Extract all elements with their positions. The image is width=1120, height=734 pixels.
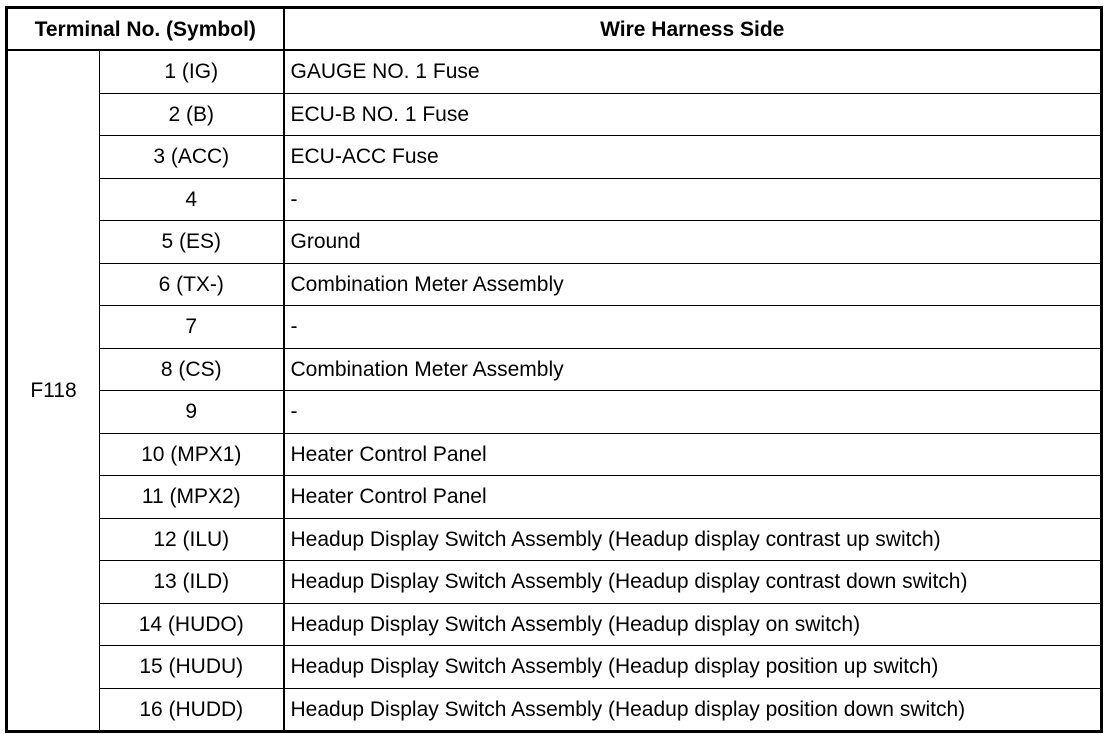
terminal-cell: 8 (CS) [100, 348, 284, 391]
wire-cell: Headup Display Switch Assembly (Headup display position up switch) [284, 646, 1102, 689]
table-row [7, 561, 1102, 604]
terminal-cell: 6 (TX-) [100, 263, 284, 306]
wire-cell: Headup Display Switch Assembly (Headup display contrast down switch) [284, 561, 1102, 604]
table-row [7, 221, 1102, 264]
wire-cell: - [284, 178, 1102, 221]
table-row [7, 136, 1102, 179]
terminal-cell: 13 (ILD) [100, 561, 284, 604]
terminal-table-container [5, 6, 1100, 733]
terminal-cell: 5 (ES) [100, 221, 284, 264]
wire-cell: - [284, 306, 1102, 349]
wire-cell: Combination Meter Assembly [284, 348, 1102, 391]
header-row [7, 8, 1102, 51]
table-row [7, 476, 1102, 519]
table-row [7, 348, 1102, 391]
table-row [7, 306, 1102, 349]
table-row [7, 178, 1102, 221]
terminal-table [5, 6, 1103, 733]
terminal-cell: 2 (B) [100, 93, 284, 136]
wire-cell: Combination Meter Assembly [284, 263, 1102, 306]
terminal-cell: 16 (HUDD) [100, 688, 284, 732]
table-body [7, 50, 1102, 732]
wire-cell: GAUGE NO. 1 Fuse [284, 50, 1102, 93]
connector-cell: F118 [7, 50, 100, 732]
terminal-cell: 11 (MPX2) [100, 476, 284, 519]
wire-cell: Ground [284, 221, 1102, 264]
wire-cell: Heater Control Panel [284, 476, 1102, 519]
wire-cell: ECU-ACC Fuse [284, 136, 1102, 179]
wire-cell: Heater Control Panel [284, 433, 1102, 476]
table-row [7, 50, 1102, 93]
terminal-cell: 7 [100, 306, 284, 349]
wire-harness-header: Wire Harness Side [284, 8, 1102, 51]
terminal-cell: 15 (HUDU) [100, 646, 284, 689]
table-row [7, 93, 1102, 136]
table-row [7, 433, 1102, 476]
terminal-cell: 10 (MPX1) [100, 433, 284, 476]
table-row [7, 603, 1102, 646]
wire-cell: Headup Display Switch Assembly (Headup display contrast up switch) [284, 518, 1102, 561]
table-row [7, 688, 1102, 732]
terminal-cell: 12 (ILU) [100, 518, 284, 561]
terminal-cell: 3 (ACC) [100, 136, 284, 179]
terminal-cell: 4 [100, 178, 284, 221]
table-row [7, 518, 1102, 561]
terminal-header: Terminal No. (Symbol) [7, 8, 284, 51]
terminal-cell: 1 (IG) [100, 50, 284, 93]
wire-cell: ECU-B NO. 1 Fuse [284, 93, 1102, 136]
wire-cell: Headup Display Switch Assembly (Headup display position down switch) [284, 688, 1102, 732]
wire-cell: Headup Display Switch Assembly (Headup display on switch) [284, 603, 1102, 646]
table-row [7, 391, 1102, 434]
terminal-cell: 9 [100, 391, 284, 434]
wire-cell: - [284, 391, 1102, 434]
table-row [7, 263, 1102, 306]
terminal-cell: 14 (HUDO) [100, 603, 284, 646]
table-row [7, 646, 1102, 689]
